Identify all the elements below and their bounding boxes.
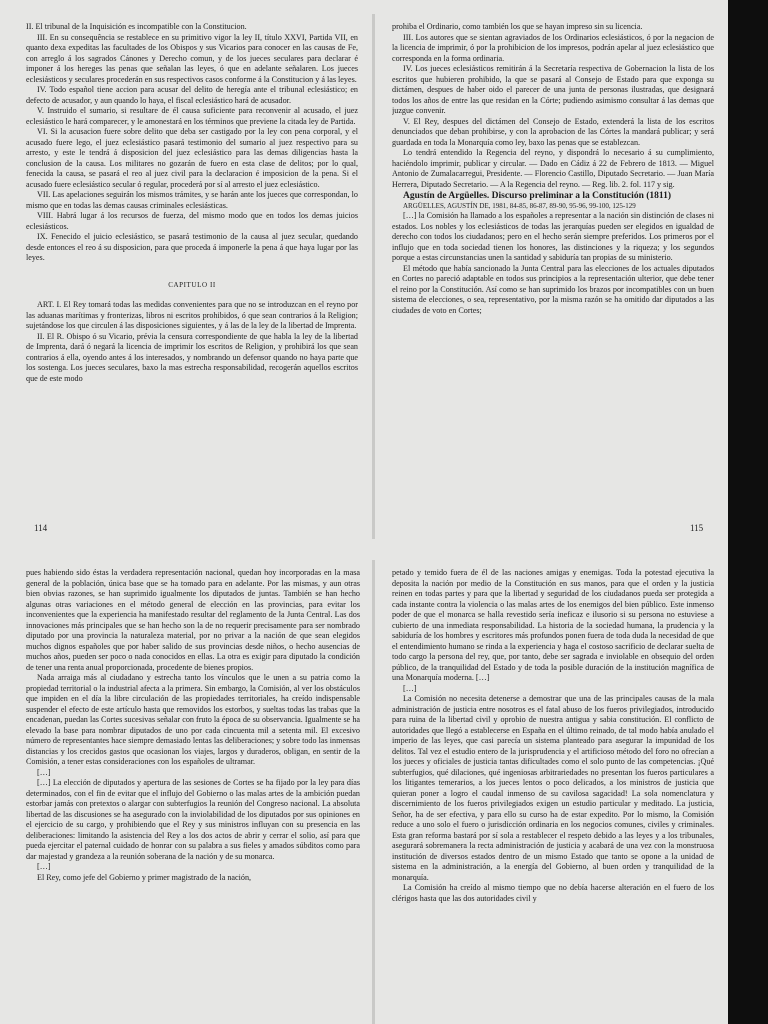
paragraph: La Comisión no necesita detenerse a demostrar que una de las principales causas de la mala administración de justicia entre nosotros es el fatal abuso de los fueros privilegiados, introducido para ruina de la libertad civil y oprobio de nuestra antigua y sabia constitución. El conflicto de autoridades que llegó a establecerse en España en el último reinado, de tal modo había anulado el imperio de las leyes, que casi parecía un sistema planteado para asegurar la impunidad de los delitos. Tal vez el estudio entero de la jurisprudencia y el artificioso método del foro no ofrecían a los jueces y oficiales de justicia tantas dificultades como el solo punto de las competencias. ¡Qué subterfugios, qué dilaciones, qué ingeniosas arbitrariedades no presentan los fueros particulares a los litigantes temerarios, a los jueces lentos o poco delicados, a los ministros de justicia que quieran poner a logro el caudal inmenso de su cavilosa sagacidad! La sola nomenclatura y discernimiento de los fueros privilegiados exigen un estudio particular y meditado. La justicia, Señor, ha de ser efectiva, y para ello su curso ha de estar expedito. Por lo mismo, la Comisión reduce a uno solo el fuero o jurisdicción ordinaria en los negocios comunes, civiles y criminales. Esta gran reforma bastará por sí sola a restablecer el respeto debido a las leyes y a los tribunales, asegurará sobremanera la recta administración de justicia y acabará de una vez con la monstruosa institución de diversos estados dentro de un mismo Estado que tanto se opone a la unidad de sistema en la administración, a la energía del Gobierno, al buen orden y tranquilidad de la monarquía. [392, 694, 714, 882]
paragraph: IV. Los jueces eclesiásticos remitirán á la Secretaría respectiva de Gobernacion la lista de los escritos que hubieren prohibido, la que se pasará al Consejo de Estado para que exponga su dictámen, despues de haber oido el parecer de una junta de personas ilustradas, que designará todos los años de entre las que residan en la Córte; pudiendo asimismo consultar á las demas que juzgue convenir. [392, 64, 714, 115]
paragraph: Lo tendrá entendido la Regencia del reyno, y dispondrá lo necesario á su cumplimiento, haciéndolo imprimir, publicar y circular. — Dado en Cádiz á 22 de Febrero de 1813. — Miguel Antonio de Zumalacarregui, Presidente. — Florencio Castillo, Diputado Secretario. — Juan María Herrera, Diputado Secretario. — A la Regencia del reyno. — Reg. lib. 2. fol. 117 y sig. [392, 148, 714, 189]
paragraph: petado y temido fuera de él de las naciones amigas y enemigas. Toda la potestad ejecutiva la deposita la nación por medio de la Constitución en sus manos, para que el orden y la justicia reinen en todas partes y para que la libertad y seguridad de los ciudadanos pueda ser protegida a cada instante contra la violencia o las malas artes de los enemigos del bien público. Este inmenso poder de que el monarca se halla revestido sería ineficaz e ilusorio si su persona no estuviese a cubierto de una inmediata responsabilidad. La historia de la sociedad humana, la prudencia y la sabiduría de los hombres y escritores más profundos ponen fuera de toda duda la necesidad de que el entendimiento humano se rinda a la experiencia y haga el costoso sacrificio de declarar suelta de todo cargo la persona del rey, que, por tanto, debe ser sagrada e inviolable en obsequio del orden público, de la tranquilidad del Estado y de toda la posible duración de la institución magnífica de una Monarquía moderna. […] [392, 568, 714, 682]
paragraph: […] La elección de diputados y apertura de las sesiones de Cortes se ha fijado por la ley para días determinados, con el fin de evitar que el influjo del Gobierno o las malas artes de la ambición puedan estorbar jamás con pretextos o alargar con subterfugios la reunión del Congreso nacional. La absoluta libertad de las discusiones se ha asegurado con la inviolabilidad de los diputados por sus opiniones en el ejercicio de su cargo, y prohibiendo que el Rey y sus ministros influyan con su presencia en las deliberaciones: limitando la asistencia del Rey a los dos actos de abrir y cerrar el solio, así para que pueda ejercitar el paternal cuidado de honrar con su palabra a sus fieles y amados súbditos como para dar majestad y grandeza a la reunión soberana de la nación y de su monarca. [26, 778, 360, 861]
paragraph: prohiba el Ordinario, como también los que se hayan impreso sin su licencia. [392, 22, 643, 31]
page-gutter-top [372, 14, 375, 539]
paragraph: La Comisión ha creído al mismo tiempo que no debía hacerse alteración en el fuero de los clérigos hasta que las dos autoridades civil y [392, 883, 714, 903]
paragraph: […] [37, 767, 51, 777]
paragraph: […] [37, 862, 51, 871]
page-115 [392, 22, 714, 542]
chapter-heading: CAPITULO II [168, 280, 216, 289]
paragraph: V. El Rey, despues del dictámen del Consejo de Estado, extenderá la lista de los escritos denunciados que deban prohibirse, y con la aprobacion de las Córtes la mandará publicar; y será guardada en toda la Monarquía como ley, baxo las penas que se establezcan. [392, 116, 714, 147]
paragraph: El método que había sancionado la Junta Central para las elecciones de los actuales diputados en Cortes no pareció adaptable en todos sus principios a la representación ulterior, que debe tener el reino por la Constitución. Así como se han suprimido los brazos por incompatibles con un buen sistema de elecciones, o sea, representativo, por la misma razón se ha omitido dar diputados a las ciudades de voto en Cortes; [392, 263, 714, 315]
paragraph: Nada arraiga más al ciudadano y estrecha tanto los vínculos que le unen a su patria como la propiedad territorial o la industrial afecta a la primera. Sin embargo, la Comisión, al ver los obstáculos que impiden en el día la libre circulación de las propiedades territoriales, ha creído indispensable suspender el efecto de este artículo hasta que removidos los estorbos, y sueltas todas las trabas que la encadenan, puedan las Cortes sucesivas señalar con fruto la época de su observancia. Igualmente se ha elevado la base para nombrar diputados de uno por cada cincuenta mil a setenta mil. El excesivo número de representantes hace siempre demasiado lentas las deliberaciones; y sobre todo las inmensas distancias y los crecidos gastos que ocasionan los viajes, largos y duraderos, obligan, en sentir de la Comisión, a tener estas consideraciones con los españoles de ultramar. [26, 673, 360, 766]
paragraph: II. El tribunal de la Inquisición es incompatible con la Constitucion. [26, 22, 247, 31]
paragraph: II. El R. Obispo ó su Vicario, prévia la censura correspondiente de que habla la ley de la libertad de Imprenta, dará ó negará la licencia de imprimir los escritos de Religion, y prohibirá los que sean contrarios á ella, oyendo antes á los interesados, y nombrando un defensor quando no haya parte que los sostenga. Los jueces seculares, baxo la mas estrecha responsabilidad, recogerán aquellos escritos que de este modo [26, 331, 358, 383]
book-edge-bottom [728, 548, 768, 1024]
paragraph: VI. Si la acusacion fuere sobre delito que deba ser castigado por la ley con pena corporal, y el acusado fuere lego, el juez eclesiástico pasará testimonio del sumario al juez respectivo para su arresto, y este le tendrá á disposicion del juez eclesiástico para las demas diligencias hasta la conclusion de la causa. Los militares no gozarán de fuero en esta clase de delitos; por lo qual, fenecida la causa, se pasará el reo al juez civil para la declaracion é imposicion de la pena. Si el acusado fuere eclesiástico secular ó regular, procederá por sí al arresto el juez eclesiástico. [26, 127, 358, 189]
page-number: 114 [34, 523, 48, 533]
paragraph: III. Los autores que se sientan agraviados de los Ordinarios eclesiásticos, ó por la negacion de la licencia de imprimir, ó por la prohibicion de los impresos, podrán apelar al juez eclesiástico que corresponda en la forma ordinaria. [392, 32, 714, 63]
page-gutter-bottom [372, 560, 375, 1024]
paragraph: IV. Todo español tiene accion para acusar del delito de heregía ante el tribunal eclesiástico; en defecto de acusador, y aun quando lo haya, el fiscal eclesiástico hará de acusador. [26, 85, 358, 105]
paragraph: VII. Las apelaciones seguirán los mismos trámites, y se harán ante los jueces que correspondan, lo mismo que en todas las demas causas criminales eclesiásticas. [26, 190, 358, 210]
paragraph: ART. I. El Rey tomará todas las medidas convenientes para que no se introduzcan en el reyno por las aduanas marítimas y fronterizas, libros ni escritos prohibidos, ó que sean contrarios á la Religion; sujetándose los que circulen á las disposiciones siguientes, y á las de la ley de la libertad de Imprenta. [26, 300, 358, 330]
paragraph: pues habiendo sido éstas la verdadera representación nacional, quedan hoy incorporadas en la masa general de la población, única base que se ha tomado para en adelante. Por las mismas, y aun otras bien obvias razones, se han suprimido igualmente los diputados de juntas. También se han hecho algunas otras variaciones en el método general de elección en las provincias, para evitar los inconvenientes que la experiencia ha manifestado resultar del reglamento de la Junta Central. Las dos innovaciones más principales que se han hecho son la de no requerir precisamente para ser nombrado diputado por una provincia la naturaleza material, por no privar a la nación de que sean elegidos muchos dignos españoles que por haber salido de sus provincias desde niños, o hecho ausencias de muchos años, pueden ser poco o nada conocidos en ellas. La otra es exigir para diputado la condición de tener una renta anual proporcionada, procedente de bienes propios. [26, 568, 360, 672]
paragraph: V. Instruido el sumario, si resultare de él causa suficiente para reconvenir al acusado, el juez eclesiástico le hará comparecer, y le amonestará en los términos que previene la citada ley de Partida. [26, 106, 358, 126]
page-number: 115 [690, 523, 704, 533]
paragraph: […] la Comisión ha llamado a los españoles a representar a la nación sin distinción de clases ni estados. Los nobles y los eclesiásticos de todas las jerarquías pueden ser elegidos en igualdad de derecho con todos los ciudadanos; pero en el hecho serán siempre preferidos. Los primeros por el influjo que en toda sociedad tienen los honores, las distinciones y la riqueza; y los segundos porque a estas circunstancias unen la santidad y sabiduría tan propias de su ministerio. [392, 211, 714, 262]
page-116 [26, 568, 360, 1024]
source-reference: ARGÜELLES, AGUSTÍN DE, 1981, 84-85, 86-87, 89-90, 95-96, 99-100, 125-129 [403, 202, 636, 210]
paragraph: VIII. Habrá lugar á los recursos de fuerza, del mismo modo que en todos los demas juicios eclesiásticos. [26, 211, 358, 231]
paragraph: IX. Fenecido el juicio eclesiástico, se pasará testimonio de la causa al juez secular, quedando desde entonces el reo á su disposicion, para que proceda á imponerle la pena á que haya lugar por las leyes. [26, 232, 358, 262]
paragraph: El Rey, como jefe del Gobierno y primer magistrado de la nación, [37, 872, 252, 882]
page-117 [392, 568, 714, 1024]
book-edge-top [728, 0, 768, 548]
page-114 [26, 22, 358, 542]
paragraph: III. En su consequência se restablece en su primitivo vigor la ley II, título XXVI, Partida VII, en quanto dexa expeditas las facultades de los Obispos y sus Vicarios para conocer en las causas de Fe, con arreglo á los sagrados Cánones y Derecho comun, y de los jueces seculares para declarar é imponer á los hereges las penas que señalan las leyes, ó que en adelante señalaren. Los jueces eclesiásticos y seculares procederán en sus respectivos casos conforme á la Constitucion y á las leyes. [26, 32, 358, 84]
paragraph: […] [403, 683, 417, 693]
section-title: Agustín de Argüelles. Discurso preliminar a la Constitución (1811) [403, 191, 672, 201]
